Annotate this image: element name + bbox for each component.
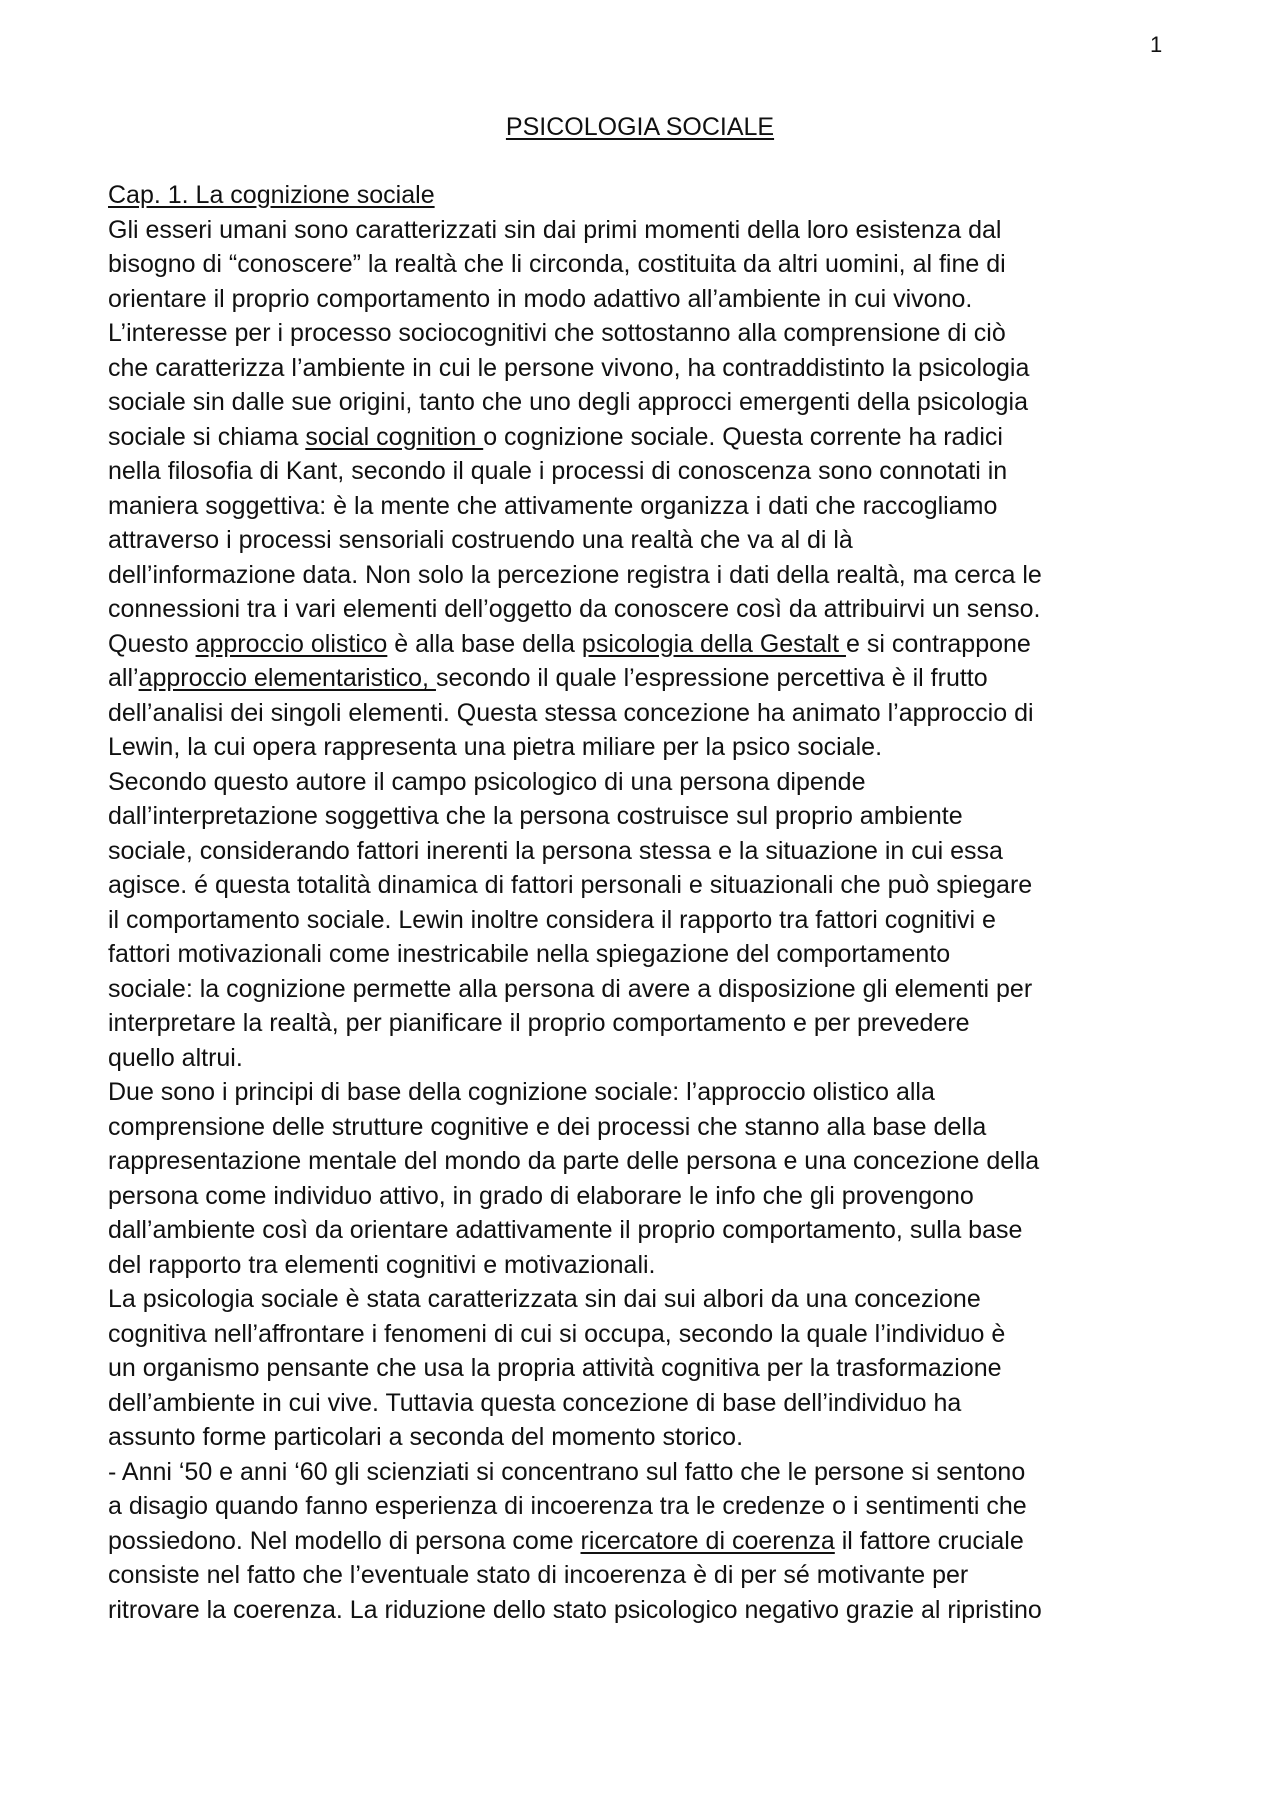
text-line: La psicologia sociale è stata caratterizzata sin dai sui albori da una concezione <box>108 1285 981 1313</box>
text-line: dell’ambiente in cui vive. Tuttavia questa concezione di base dell’individuo ha <box>108 1388 962 1417</box>
text-line: sociale: la cognizione permette alla persona di avere a disposizione gli elementi per <box>108 974 1033 1003</box>
underlined-term: ricercatore di coerenza <box>580 1526 835 1555</box>
text-line: connessioni tra i vari elementi dell’oggetto da conoscere così da attribuirvi un senso. <box>108 595 1041 623</box>
text-segment: sociale si chiama <box>108 422 306 451</box>
text-line: attraverso i processi sensoriali costruendo una realtà che va al di là <box>108 526 853 554</box>
text-line: persona come individuo attivo, in grado di elaborare le info che gli provengono <box>108 1181 974 1210</box>
text-line: a disagio quando fanno esperienza di incoerenza tra le credenze o i sentimenti che <box>108 1492 1027 1520</box>
text-line: dell’informazione data. Non solo la percezione registra i dati della realtà, ma cerca le <box>108 560 1042 589</box>
text-line <box>108 627 1183 662</box>
text-segment: il fattore cruciale <box>834 1526 1024 1555</box>
text-line: maniera soggettiva: è la mente che attivamente organizza i dati che raccogliamo <box>108 491 998 520</box>
text-line: dell’analisi dei singoli elementi. Questa stessa concezione ha animato l’approccio di <box>108 698 1034 727</box>
text-line: bisogno di “conoscere” la realtà che li circonda, costituita da altri uomini, al fine di <box>108 250 1006 278</box>
text-line: agisce. é questa totalità dinamica di fattori personali e situazionali che può spiegare <box>108 871 1033 899</box>
chapter-heading: Cap. 1. La cognizione sociale <box>108 181 435 209</box>
underlined-term: social cognition <box>305 422 484 451</box>
text-line: del rapporto tra elementi cognitivi e motivazionali. <box>108 1250 656 1279</box>
text-line: quello altrui. <box>108 1043 243 1072</box>
underlined-term: approccio elementaristico, <box>138 664 436 692</box>
text-line: dall’interpretazione soggettiva che la persona costruisce sul proprio ambiente <box>108 802 963 830</box>
text-line: sociale, considerando fattori inerenti la persona stessa e la situazione in cui essa <box>108 836 1003 865</box>
text-line: Secondo questo autore il campo psicologico di una persona dipende <box>108 767 866 796</box>
text-line: un organismo pensante che usa la propria attività cognitiva per la trasformazione <box>108 1354 1002 1382</box>
text-line: che caratterizza l’ambiente in cui le persone vivono, ha contraddistinto la psicologia <box>108 353 1030 382</box>
text-segment: possiedono. Nel modello di persona come <box>108 1526 581 1555</box>
text-line: interpretare la realtà, per pianificare il proprio comportamento e per prevedere <box>108 1009 970 1037</box>
text-line: ritrovare la coerenza. La riduzione dello stato psicologico negativo grazie al ripristino <box>108 1595 1042 1624</box>
text-segment: è alla base della <box>387 629 582 658</box>
text-line: - Anni ‘50 e anni ‘60 gli scienziati si concentrano sul fatto che le persone si sentono <box>108 1457 1026 1486</box>
document-title: PSICOLOGIA SOCIALE <box>505 113 775 141</box>
text-line: cognitiva nell’affrontare i fenomeni di cui si occupa, secondo la quale l’individuo è <box>108 1319 1006 1348</box>
text-segment: e si contrappone <box>845 629 1031 658</box>
text-line: sociale sin dalle sue origini, tanto che uno degli approcci emergenti della psicologia <box>108 388 1029 416</box>
text-line: dall’ambiente così da orientare adattivamente il proprio comportamento, sulla base <box>108 1216 1023 1244</box>
text-line <box>108 420 1183 455</box>
text-line <box>108 661 1183 696</box>
text-line: assunto forme particolari a seconda del momento storico. <box>108 1423 744 1451</box>
underlined-term: psicologia della Gestalt <box>581 629 846 658</box>
text-line: nella filosofia di Kant, secondo il quale i processi di conoscenza sono connotati in <box>108 457 1008 485</box>
text-segment: all’ <box>108 664 139 692</box>
text-line: fattori motivazionali come inestricabile nella spiegazione del comportamento <box>108 940 951 968</box>
underlined-term: approccio olistico <box>195 629 388 658</box>
text-line: Gli esseri umani sono caratterizzati sin dai primi momenti della loro esistenza dal <box>108 215 1002 244</box>
page-number: 1 <box>1150 32 1163 57</box>
text-line: Lewin, la cui opera rappresenta una pietra miliare per la psico sociale. <box>108 733 883 761</box>
text-line: rappresentazione mentale del mondo da parte delle persona e una concezione della <box>108 1147 1040 1175</box>
text-segment: Questo <box>108 629 196 658</box>
text-segment: o cognizione sociale. Questa corrente ha radici <box>483 422 1003 451</box>
body-text <box>108 178 1183 1627</box>
text-line: il comportamento sociale. Lewin inoltre considera il rapporto tra fattori cognitivi e <box>108 905 996 934</box>
text-segment: secondo il quale l’espressione percettiva è il frutto <box>435 664 988 692</box>
text-line <box>108 1524 1183 1559</box>
text-line: orientare il proprio comportamento in modo adattivo all’ambiente in cui vivono. <box>108 284 973 313</box>
text-line: L’interesse per i processo sociocognitivi che sottostanno alla comprensione di ciò <box>108 319 1006 347</box>
text-line: Due sono i principi di base della cognizione sociale: l’approccio olistico alla <box>108 1078 935 1106</box>
text-line: comprensione delle strutture cognitive e dei processi che stanno alla base della <box>108 1112 987 1141</box>
text-line: consiste nel fatto che l’eventuale stato di incoerenza è di per sé motivante per <box>108 1561 969 1589</box>
